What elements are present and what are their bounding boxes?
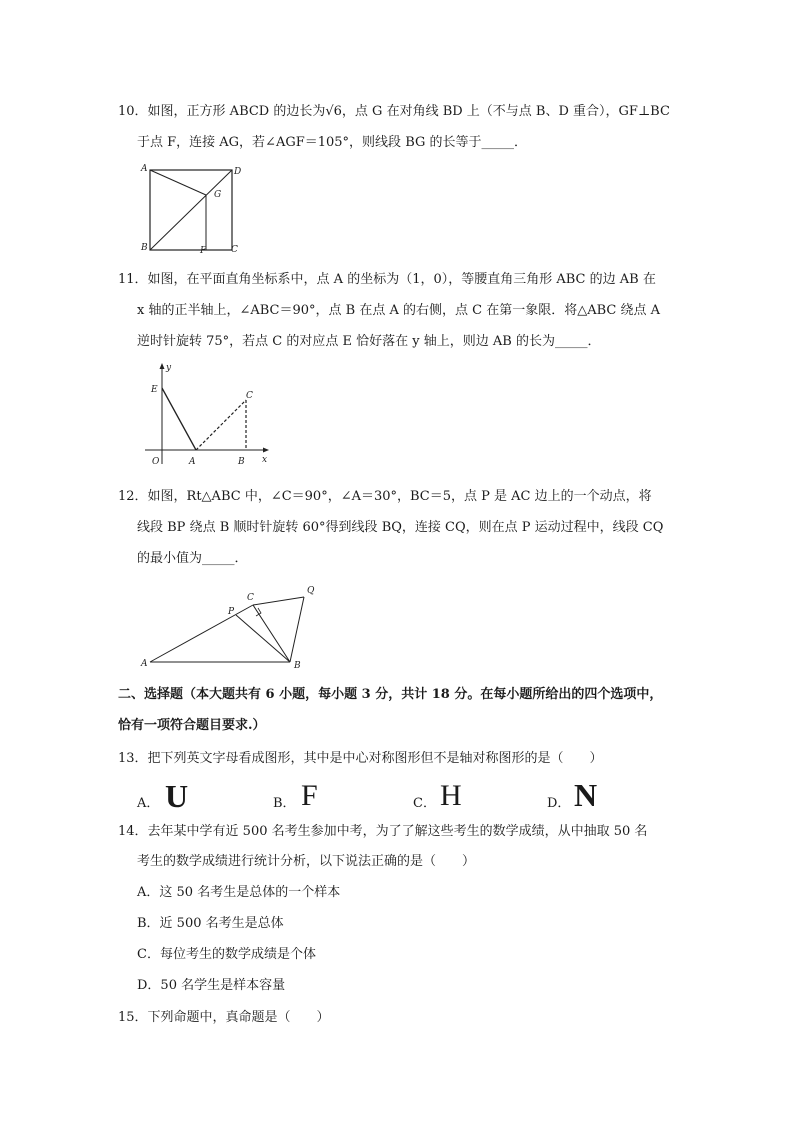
label-y: y bbox=[166, 363, 172, 373]
q13-stem: 13．把下列英文字母看成图形，其中是中心对称图形但不是轴对称图形的是（ ） bbox=[118, 751, 603, 766]
segment-cb bbox=[253, 605, 290, 662]
label-c: C bbox=[246, 391, 253, 401]
label-b: B bbox=[141, 243, 148, 253]
q10-line-2: 于点 F，连接 AG，若∠AGF＝105°，则线段 BG 的长等于_____． bbox=[137, 135, 528, 150]
label-b: B bbox=[294, 661, 301, 671]
q15-stem: 15．下列命题中，真命题是（ ） bbox=[118, 1010, 330, 1025]
q10-line-1: 10．如图，正方形 ABCD 的边长为√6，点 G 在对角线 BD 上（不与点 B、D 重合），GF⊥BC bbox=[118, 104, 670, 119]
q13-option-a-label: A． bbox=[137, 796, 160, 811]
q13-option-b-label: B． bbox=[273, 796, 296, 811]
q12-line-2: 线段 BP 绕点 B 顺时针旋转 60°得到线段 BQ，连接 CQ，则在点 P 运动过程中，线段 CQ bbox=[137, 520, 664, 535]
q12-figure bbox=[138, 580, 328, 672]
label-d: D bbox=[234, 167, 242, 177]
q11-line-1: 11．如图，在平面直角坐标系中，点 A 的坐标为（1，0），等腰直角三角形 ABC 的边 AB 在 bbox=[118, 272, 656, 287]
label-b: B bbox=[238, 457, 245, 467]
q12-line-1: 12．如图，Rt△ABC 中，∠C＝90°，∠A＝30°，BC＝5，点 P 是 AC 边上的一个动点，将 bbox=[118, 489, 652, 504]
q12-line-3: 的最小值为_____． bbox=[137, 551, 248, 566]
q13-option-d-letter: N bbox=[574, 777, 598, 813]
q13-option-b-letter: F bbox=[301, 779, 318, 812]
label-o: O bbox=[152, 457, 160, 467]
q14-line-2: 考生的数学成绩进行统计分析，以下说法正确的是（ ） bbox=[137, 854, 476, 869]
label-c: C bbox=[231, 245, 238, 255]
q14-line-1: 14．去年某中学有近 500 名考生参加中考，为了了解这些考生的数学成绩，从中抽取 50 名 bbox=[118, 824, 648, 839]
q14-option-c: C．每位考生的数学成绩是个体 bbox=[137, 947, 316, 962]
q11-figure bbox=[143, 360, 273, 468]
q13-option-c-letter: H bbox=[440, 779, 462, 812]
label-f: F bbox=[200, 246, 207, 255]
segment-ae bbox=[162, 388, 196, 450]
segment-ag bbox=[150, 170, 206, 195]
q14-option-a: A．这 50 名考生是总体的一个样本 bbox=[137, 885, 341, 900]
label-a: A bbox=[141, 164, 148, 174]
label-q: Q bbox=[307, 586, 315, 596]
q13-option-d-label: D． bbox=[547, 796, 571, 811]
q14-option-b: B．近 500 名考生是总体 bbox=[137, 916, 284, 931]
label-p: P bbox=[228, 607, 235, 617]
segment-ac-dashed bbox=[196, 400, 246, 450]
q14-option-d: D．50 名学生是样本容量 bbox=[137, 978, 286, 993]
label-a: A bbox=[189, 457, 196, 467]
segment-pb bbox=[236, 615, 290, 662]
section-2-heading-line-2: 恰有一项符合题目要求.） bbox=[118, 718, 266, 733]
label-e: E bbox=[151, 385, 158, 395]
q11-line-2: x 轴的正半轴上，∠ABC＝90°，点 B 在点 A 的右侧，点 C 在第一象限．将△ABC 绕点 A bbox=[137, 303, 660, 318]
q13-option-c-label: C． bbox=[413, 796, 436, 811]
label-a: A bbox=[141, 659, 148, 669]
q10-figure bbox=[138, 160, 248, 255]
right-angle-mark bbox=[256, 608, 261, 616]
label-g: G bbox=[214, 190, 222, 200]
label-c: C bbox=[247, 593, 254, 603]
q11-line-3: 逆时针旋转 75°，若点 C 的对应点 E 恰好落在 y 轴上，则边 AB 的长为_____． bbox=[137, 334, 601, 349]
segment-ac bbox=[150, 605, 253, 662]
section-2-heading-line-1: 二、选择题（本大题共有 6 小题，每小题 3 分，共计 18 分。在每小题所给出的四个选项中， bbox=[118, 687, 663, 702]
diagonal-bd bbox=[150, 170, 232, 250]
segment-cq bbox=[253, 597, 304, 605]
segment-qb bbox=[290, 597, 304, 662]
label-x: x bbox=[262, 455, 268, 465]
q13-option-a-letter: U bbox=[165, 778, 189, 814]
